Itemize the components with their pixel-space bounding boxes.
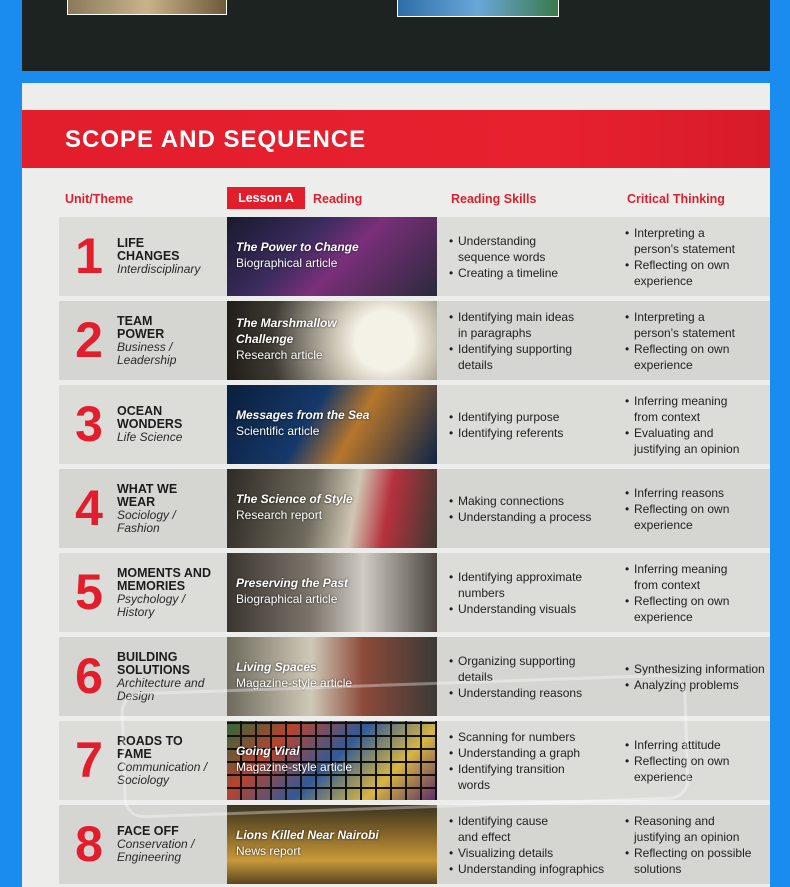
reading-photo <box>227 301 437 380</box>
unit-title: LIFE <box>117 236 145 250</box>
reading-title: Challenge <box>236 332 294 346</box>
reading-type: Scientific article <box>236 424 320 438</box>
unit-row <box>59 385 770 464</box>
scope-sequence-page <box>22 83 770 887</box>
unit-title: OCEAN <box>117 404 163 418</box>
unit-subject: Psychology / <box>117 592 186 606</box>
unit-row <box>59 301 770 380</box>
critical-thinking-line: from context <box>634 410 701 424</box>
critical-thinking-line: experience <box>634 518 693 532</box>
critical-thinking-item <box>625 341 770 373</box>
reading-type: Biographical article <box>236 592 338 606</box>
photo-thumbnail <box>397 0 559 17</box>
reading-title: Living Spaces <box>236 660 317 674</box>
unit-title: BUILDING <box>117 650 178 664</box>
reading-skills <box>449 493 619 525</box>
unit-subject: Business / <box>117 340 173 354</box>
critical-thinking-line: justifying an opinion <box>634 830 740 844</box>
critical-thinking-item <box>625 593 770 625</box>
reading-skills-line: • Understanding reasons <box>458 686 583 700</box>
unit-title: FAME <box>117 747 152 761</box>
critical-thinking-line: • Inferring reasons <box>634 486 725 500</box>
critical-thinking <box>625 393 770 457</box>
reading-skills <box>449 233 619 281</box>
reading-title: The Power to Change <box>236 240 359 254</box>
critical-thinking-line: • Inferring meaning <box>634 394 728 408</box>
reading-skills-line: • Understanding infographics <box>458 862 605 876</box>
reading-skills-line: • Identifying main ideas <box>458 310 575 324</box>
critical-thinking-line: solutions <box>634 862 682 876</box>
critical-thinking <box>625 485 770 533</box>
unit-number: 8 <box>75 816 103 872</box>
critical-thinking-line: person's statement <box>634 242 736 256</box>
reading-title: Preserving the Past <box>236 576 349 590</box>
reading-skills-line: details <box>458 358 493 372</box>
critical-thinking-line: • Reflecting on own <box>634 258 730 272</box>
reading-type: Research report <box>236 508 323 522</box>
unit-number: 6 <box>75 648 103 704</box>
unit-number: 5 <box>75 564 103 620</box>
unit-subject: Life Science <box>117 430 183 444</box>
unit-subject: Interdisciplinary <box>117 262 201 276</box>
reading-skills-line: • Identifying referents <box>458 426 564 440</box>
unit-subject: Sociology <box>117 773 170 787</box>
critical-thinking-line: justifying an opinion <box>634 442 740 456</box>
unit-title: MEMORIES <box>117 579 186 593</box>
reading-skills-line: • Organizing supporting <box>458 654 576 668</box>
critical-thinking <box>625 309 770 373</box>
critical-thinking-item <box>625 813 770 845</box>
critical-thinking-line: • Inferring attitude <box>634 738 721 752</box>
critical-thinking-item <box>625 501 770 533</box>
reading-skills-item <box>449 233 619 265</box>
reading-photo <box>227 469 437 548</box>
unit-number: 3 <box>75 396 103 452</box>
unit-row <box>59 217 770 296</box>
unit-subject: Leadership <box>117 353 177 367</box>
unit-title: CHANGES <box>117 249 180 263</box>
reading-skills-item <box>449 601 619 617</box>
critical-thinking <box>625 225 770 289</box>
reading-photo <box>227 553 437 632</box>
unit-number: 4 <box>75 480 103 536</box>
reading-skills-line: numbers <box>458 586 505 600</box>
reading-type: Biographical article <box>236 256 338 270</box>
reading-skills-line: • Creating a timeline <box>458 266 559 280</box>
reading-skills-item <box>449 813 619 845</box>
unit-row <box>59 469 770 548</box>
reading-skills-line: sequence words <box>458 250 546 264</box>
unit-title: WEAR <box>117 495 156 509</box>
reading-skills-item <box>449 341 619 373</box>
critical-thinking-line: • Interpreting a <box>634 226 705 240</box>
reading-skills-line: • Making connections <box>458 494 565 508</box>
unit-row <box>59 553 770 632</box>
reading-photo <box>227 805 437 884</box>
unit-title: SOLUTIONS <box>117 663 190 677</box>
reading-skills-line: • Identifying transition <box>458 762 565 776</box>
critical-thinking <box>625 813 770 877</box>
critical-thinking-line: experience <box>634 610 693 624</box>
unit-number: 1 <box>75 228 103 284</box>
unit-title: TEAM <box>117 314 153 328</box>
reading-skills-line: • Identifying cause <box>458 814 549 828</box>
reading-title: The Marshmallow <box>236 316 337 330</box>
reading-skills-item <box>449 845 619 861</box>
reading-skills <box>449 409 619 441</box>
lesson-a-badge: Lesson A <box>227 187 305 209</box>
reading-type: Magazine-style article <box>236 760 353 774</box>
reading-skills-line: • Identifying purpose <box>458 410 560 424</box>
reading-skills-line: • Identifying approximate <box>458 570 583 584</box>
critical-thinking-line: • Evaluating and <box>634 426 714 440</box>
reading-skills-item <box>449 425 619 441</box>
reading-skills-item <box>449 409 619 425</box>
reading-skills-line: words <box>458 778 491 792</box>
column-header-skills: Reading Skills <box>451 192 537 206</box>
reading-skills-line: • Identifying supporting <box>458 342 573 356</box>
critical-thinking-line: • Analyzing problems <box>634 678 739 692</box>
critical-thinking-item <box>625 309 770 341</box>
critical-thinking-item <box>625 257 770 289</box>
reading-skills-line: • Understanding visuals <box>458 602 577 616</box>
reading-title: The Science of Style <box>236 492 353 506</box>
critical-thinking-line: • Reflecting on possible <box>634 846 752 860</box>
reading-title: Messages from the Sea <box>236 408 370 422</box>
reading-skills-item <box>449 861 619 877</box>
critical-thinking-line: • Synthesizing information <box>634 662 765 676</box>
reading-skills-item <box>449 569 619 601</box>
critical-thinking-line: experience <box>634 358 693 372</box>
unit-subject: Engineering <box>117 850 182 864</box>
critical-thinking-line: • Reflecting on own <box>634 342 730 356</box>
column-header-reading: Reading <box>313 192 363 206</box>
unit-subject: Fashion <box>117 521 160 535</box>
critical-thinking-item <box>625 393 770 425</box>
unit-subject: History <box>117 605 155 619</box>
column-header-thinking: Critical Thinking <box>627 192 725 206</box>
reading-skills-item <box>449 265 619 281</box>
critical-thinking-line: experience <box>634 770 693 784</box>
critical-thinking-line: • Inferring meaning <box>634 562 728 576</box>
critical-thinking <box>625 561 770 625</box>
critical-thinking-item <box>625 485 770 501</box>
watermark-stamp <box>120 673 690 819</box>
reading-type: Magazine-style article <box>236 676 353 690</box>
reading-skills-item <box>449 309 619 341</box>
unit-title: POWER <box>117 327 165 341</box>
unit-subject: Conservation / <box>117 837 195 851</box>
reading-type: News report <box>236 844 301 858</box>
critical-thinking-line: from context <box>634 578 701 592</box>
unit-number: 7 <box>75 732 103 788</box>
unit-title: WHAT WE <box>117 482 178 496</box>
reading-skills <box>449 309 619 373</box>
unit-subject: Architecture and <box>117 676 205 690</box>
reading-title: Lions Killed Near Nairobi <box>236 828 379 842</box>
critical-thinking-line: • Reflecting on own <box>634 502 730 516</box>
reading-skills <box>449 569 619 617</box>
critical-thinking-line: • Reflecting on own <box>634 754 730 768</box>
reading-skills-line: and effect <box>458 830 511 844</box>
unit-title: ROADS TO <box>117 734 183 748</box>
unit-title: WONDERS <box>117 417 183 431</box>
reading-photo <box>227 385 437 464</box>
unit-title: FACE OFF <box>117 824 179 838</box>
critical-thinking-item <box>625 845 770 877</box>
reading-title: Going Viral <box>236 744 300 758</box>
reading-skills-line: • Understanding a process <box>458 510 592 524</box>
reading-skills-line: • Understanding <box>458 234 537 248</box>
reading-skills <box>449 813 619 877</box>
title-banner <box>22 110 770 168</box>
reading-skills-line: • Scanning for numbers <box>458 730 576 744</box>
critical-thinking-item <box>625 561 770 593</box>
unit-subject: Communication / <box>117 760 208 774</box>
unit-number: 2 <box>75 312 103 368</box>
critical-thinking-item <box>625 425 770 457</box>
reading-skills-line: details <box>458 670 493 684</box>
reading-skills-item <box>449 493 619 509</box>
reading-photo <box>227 217 437 296</box>
page-title: SCOPE AND SEQUENCE <box>65 126 367 153</box>
critical-thinking-item <box>625 225 770 257</box>
reading-skills-line: • Understanding a graph <box>458 746 581 760</box>
critical-thinking-line: person's statement <box>634 326 736 340</box>
top-photo-strip <box>22 0 770 71</box>
reading-skills-item <box>449 509 619 525</box>
reading-type: Research article <box>236 348 323 362</box>
critical-thinking-line: experience <box>634 274 693 288</box>
column-header-unit: Unit/Theme <box>65 192 134 206</box>
unit-title: MOMENTS AND <box>117 566 211 580</box>
photo-thumbnail <box>67 0 227 15</box>
critical-thinking-line: • Interpreting a <box>634 310 705 324</box>
unit-subject: Design <box>117 689 155 703</box>
critical-thinking-line: • Reasoning and <box>634 814 715 828</box>
critical-thinking-line: • Reflecting on own <box>634 594 730 608</box>
reading-skills-line: in paragraphs <box>458 326 532 340</box>
unit-subject: Sociology / <box>117 508 176 522</box>
reading-skills-line: • Visualizing details <box>458 846 554 860</box>
